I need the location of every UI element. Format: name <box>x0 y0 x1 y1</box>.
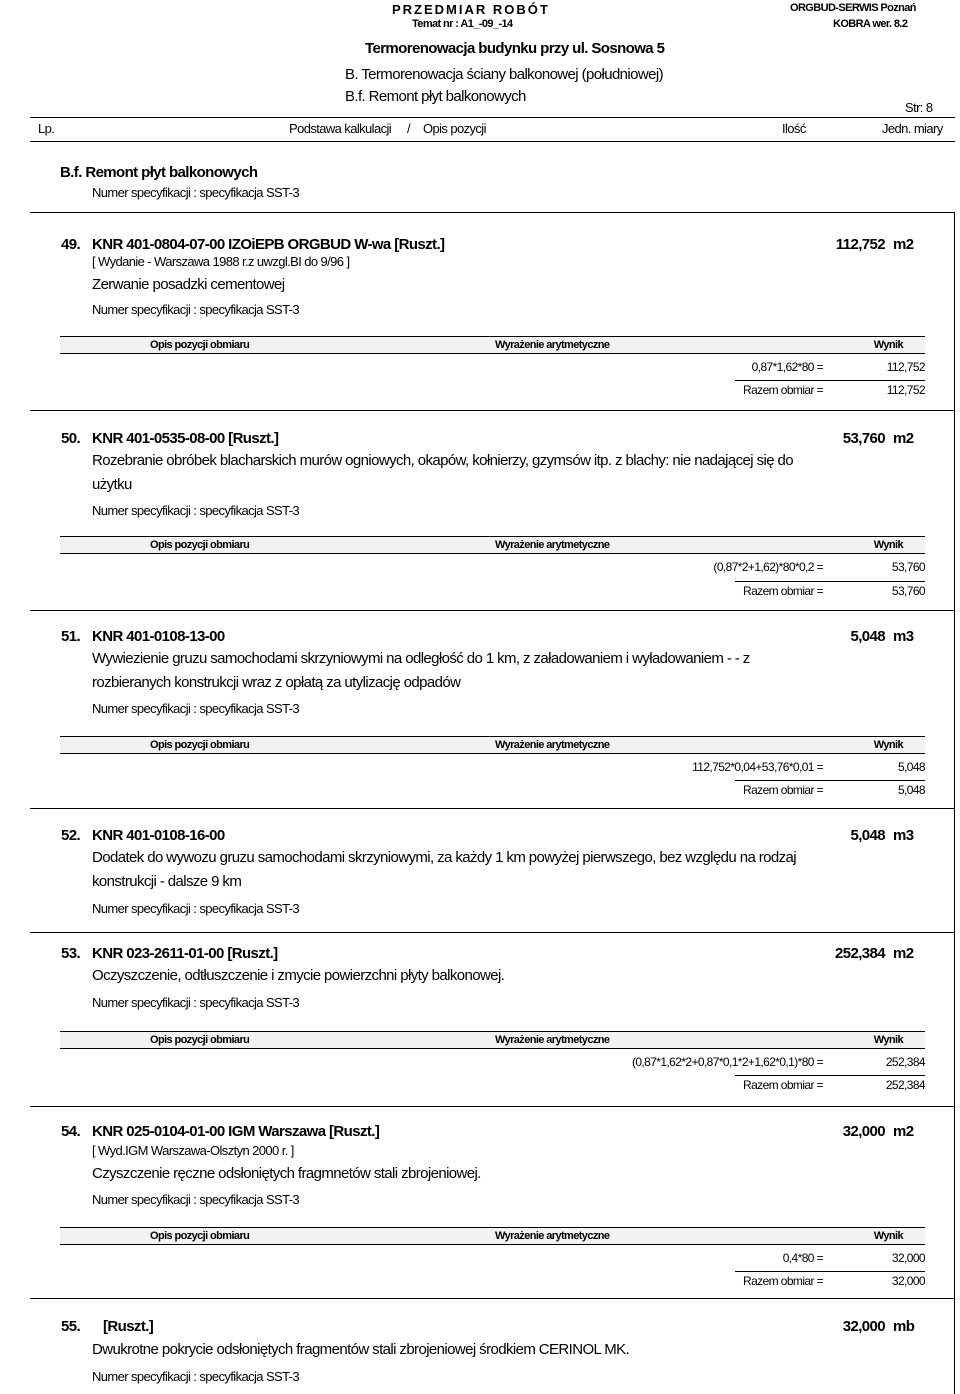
measure-col-expr: Wyrażenie arytmetyczne <box>495 339 610 351</box>
item-unit: m2 <box>893 945 914 962</box>
measurement-row <box>60 1053 925 1071</box>
item-separator <box>30 1106 955 1107</box>
topic-number: Temat nr : A1_-09_-14 <box>412 18 513 30</box>
measurement-row <box>60 1249 925 1267</box>
item-number: 53. <box>61 945 81 962</box>
measure-result: 5,048 <box>897 760 925 774</box>
measurement-row <box>60 758 925 776</box>
company-name: ORGBUD-SERWIS Poznań <box>790 2 916 14</box>
measure-col-expr: Wyrażenie arytmetyczne <box>495 1034 610 1046</box>
item-spec: Numer specyfikacji : specyfikacja SST-3 <box>92 995 300 1010</box>
measure-expression: 0,4*80 = <box>782 1251 823 1265</box>
item-code: KNR 025-0104-01-00 IGM Warszawa [Ruszt.] <box>92 1123 380 1140</box>
item-quantity: 5,048 <box>850 628 885 645</box>
measurement-total <box>735 581 925 600</box>
item-number: 49. <box>61 236 81 253</box>
item-separator <box>30 610 955 611</box>
item-quantity: 252,384 <box>834 945 885 962</box>
item-description: Wywiezienie gruzu samochodami skrzyniowymi na odległość do 1 km, z załadowaniem i wyładowaniem - - z rozbieranych konstrukcji wraz z opłatą za utylizację odpadów <box>92 650 750 691</box>
item-description: Zerwanie posadzki cementowej <box>92 276 285 293</box>
item-quantity: 5,048 <box>850 827 885 844</box>
item-spec: Numer specyfikacji : specyfikacja SST-3 <box>92 302 300 317</box>
section-rule <box>30 212 955 213</box>
measure-col-desc: Opis pozycji obmiaru <box>150 1034 250 1046</box>
measurement-row <box>60 358 925 376</box>
item-code: [Ruszt.] <box>103 1318 154 1335</box>
item-quantity: 53,760 <box>842 430 885 447</box>
measure-expression: (0,87*2+1,62)*80*0,2 = <box>713 560 823 574</box>
total-label: Razem obmiar = <box>743 783 823 797</box>
item-code: KNR 401-0535-08-00 [Ruszt.] <box>92 430 279 447</box>
measure-col-desc: Opis pozycji obmiaru <box>150 539 250 551</box>
measure-col-result: Wynik <box>873 539 903 551</box>
measure-expression: (0,87*1,62*2+0,87*0,1*2+1,62*0,1)*80 = <box>631 1055 823 1069</box>
item-separator <box>30 410 955 411</box>
col-header-basis: Podstawa kalkulacji <box>289 121 392 136</box>
software-version: KOBRA wer. 8.2 <box>833 18 908 30</box>
measurement-header <box>60 736 925 754</box>
item-unit: m3 <box>893 827 914 844</box>
measure-col-result: Wynik <box>873 339 903 351</box>
measure-col-result: Wynik <box>873 739 903 751</box>
total-label: Razem obmiar = <box>743 383 823 397</box>
item-separator <box>30 1298 955 1299</box>
item-unit: mb <box>893 1318 915 1335</box>
item-description: Dodatek do wywozu gruzu samochodami skrzyniowymi, za każdy 1 km powyżej pierwszego, bez względu na rodzaj konstrukcji - dalsze 9 km <box>92 849 797 890</box>
total-label: Razem obmiar = <box>743 1274 823 1288</box>
document-title: PRZEDMIAR ROBÓT <box>392 2 550 17</box>
item-quantity: 32,000 <box>842 1318 885 1335</box>
item-code: KNR 023-2611-01-00 [Ruszt.] <box>92 945 278 962</box>
measure-expression: 0,87*1,62*80 = <box>751 360 823 374</box>
item-number: 55. <box>61 1318 81 1335</box>
col-header-lp: Lp. <box>38 121 55 136</box>
item-unit: m2 <box>893 430 914 447</box>
measure-expression: 112,752*0,04+53,76*0,01 = <box>692 760 823 774</box>
item-quantity: 32,000 <box>842 1123 885 1140</box>
item-separator <box>30 932 955 933</box>
measure-col-expr: Wyrażenie arytmetyczne <box>495 1230 610 1242</box>
measure-result: 252,384 <box>885 1055 925 1069</box>
item-spec: Numer specyfikacji : specyfikacja SST-3 <box>92 901 300 916</box>
measurement-header <box>60 536 925 554</box>
item-description: Czyszczenie ręczne odsłoniętych fragmnetów stali zbrojeniowej. <box>92 1165 481 1182</box>
item-quantity: 112,752 <box>835 236 885 253</box>
measurement-total <box>735 1271 925 1290</box>
item-unit: m2 <box>893 236 914 253</box>
total-value: 252,384 <box>885 1078 925 1092</box>
item-spec: Numer specyfikacji : specyfikacja SST-3 <box>92 1192 300 1207</box>
section-title: B.f. Remont płyt balkonowych <box>60 164 258 181</box>
total-value: 112,752 <box>886 383 925 397</box>
measure-col-result: Wynik <box>873 1230 903 1242</box>
col-header-unit: Jedn. miary <box>882 121 943 136</box>
section-b-title: B. Termorenowacja ściany balkonowej (południowej) <box>345 66 664 83</box>
item-edition: [ Wyd.IGM Warszawa-Olsztyn 2000 r. ] <box>92 1143 294 1158</box>
item-number: 54. <box>61 1123 81 1140</box>
item-description: Oczyszczenie, odtłuszczenie i zmycie powierzchni płyty balkonowej. <box>92 967 505 984</box>
item-unit: m3 <box>893 628 914 645</box>
measure-col-result: Wynik <box>873 1034 903 1046</box>
measure-col-desc: Opis pozycji obmiaru <box>150 739 250 751</box>
item-code: KNR 401-0108-16-00 <box>92 827 225 844</box>
total-label: Razem obmiar = <box>743 584 823 598</box>
item-number: 50. <box>61 430 81 447</box>
col-header-desc: Opis pozycji <box>423 121 486 136</box>
total-value: 5,048 <box>897 783 925 797</box>
item-description: Dwukrotne pokrycie odsłoniętych fragmentów stali zbrojeniowej środkiem CERINOL MK. <box>92 1341 630 1358</box>
project-title: Termorenowacja budynku przy ul. Sosnowa 5 <box>365 40 665 57</box>
measure-col-expr: Wyrażenie arytmetyczne <box>495 739 610 751</box>
measurement-total <box>735 780 925 799</box>
measurement-total <box>735 380 925 399</box>
item-description: Rozebranie obróbek blacharskich murów ogniowych, okapów, kołnierzy, gzymsów itp. z blachy: nie nadającej się do użytku <box>92 452 794 493</box>
measurement-row <box>60 558 925 576</box>
item-spec: Numer specyfikacji : specyfikacja SST-3 <box>92 701 300 716</box>
col-header-slash: / <box>407 121 411 136</box>
measure-result: 32,000 <box>891 1251 925 1265</box>
total-value: 53,760 <box>891 584 925 598</box>
measurement-header <box>60 1031 925 1049</box>
measure-col-expr: Wyrażenie arytmetyczne <box>495 539 610 551</box>
measurement-header <box>60 336 925 354</box>
measure-result: 53,760 <box>891 560 925 574</box>
item-spec: Numer specyfikacji : specyfikacja SST-3 <box>92 1369 300 1384</box>
col-header-qty: Ilość <box>782 121 806 136</box>
measurement-header <box>60 1227 925 1245</box>
section-spec: Numer specyfikacji : specyfikacja SST-3 <box>92 185 300 200</box>
item-code: KNR 401-0108-13-00 <box>92 628 225 645</box>
item-unit: m2 <box>893 1123 914 1140</box>
measure-col-desc: Opis pozycji obmiaru <box>150 1230 250 1242</box>
page-number: Str: 8 <box>905 100 933 115</box>
item-spec: Numer specyfikacji : specyfikacja SST-3 <box>92 503 300 518</box>
right-border <box>954 212 955 1394</box>
measurement-total <box>735 1075 925 1094</box>
header-bottom-rule <box>30 141 955 142</box>
section-bf-title: B.f. Remont płyt balkonowych <box>345 88 526 105</box>
measure-col-desc: Opis pozycji obmiaru <box>150 339 250 351</box>
item-number: 51. <box>61 628 81 645</box>
item-separator <box>30 808 955 809</box>
item-edition: [ Wydanie - Warszawa 1988 r.z uwzgl.BI do 9/96 ] <box>92 254 350 269</box>
measure-result: 112,752 <box>886 360 925 374</box>
total-value: 32,000 <box>891 1274 925 1288</box>
item-code: KNR 401-0804-07-00 IZOiEPB ORGBUD W-wa [Ruszt.] <box>92 236 445 253</box>
item-number: 52. <box>61 827 81 844</box>
total-label: Razem obmiar = <box>743 1078 823 1092</box>
header-top-rule <box>30 117 955 118</box>
